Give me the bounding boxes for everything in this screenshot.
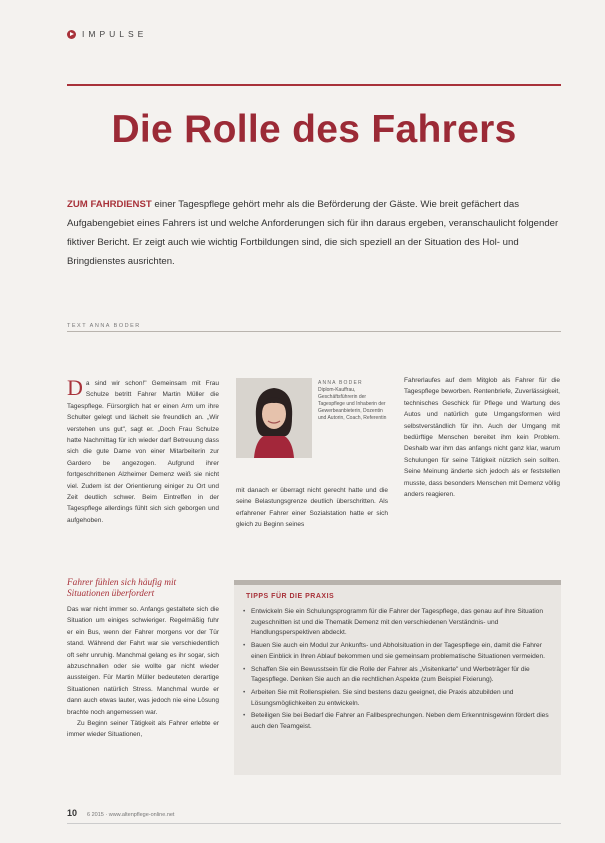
tip-item: • Schaffen Sie ein Bewusstsein für die Rolle der Fahrer als „Visitenkarte" und Werbeträger für die Tagespflege. Denken Sie auch an die rechtlichen Aspekte (zum Beispiel Fixierung).: [242, 665, 554, 686]
article-subhead: Fahrer fühlen sich häufig mit Situationen überfordert: [67, 578, 177, 599]
article-column-3: Fahrerlaufes auf dem Mitglob als Fahrer für die Tagespflege beworben. Rentenbriefe, Zuverlässigkeit, technisches Geschick für Pflege und Wartung des Autos und natürlich gute Umgangsformen wird selbstverständlich für ihn. Auch der Umgang mit bedürftige Menschen bereitet ihm kein Problem. Deshalb war ihm das anfangs nicht ganz klar, warum Schulungen für seine Tätigkeit nützlich sein sollten. Seine Meinung änderte sich jedoch als er feststellen musste, dass besonders Menschen mit Demenz völlig anders reagieren.: [404, 377, 560, 499]
section-label: IMPULSE: [82, 29, 148, 39]
column-1-text: a sind wir schon!" Gemeinsam mit Frau Schulze betritt Fahrer Martin Müller die Tagespflege. Fürsorglich hat er einen Arm um ihre Schulter gelegt und lächelt sie freundlich an. „Wir verstehen uns gut", sagt er. „Doch Frau Schulze hatte Nachmittag für ich wieder darf Betreuung dass sich die gute Dame von einer Mitarbeiterin zur Gardero be angezogen. Aufgrund ihrer fortgeschrittenen Alzheimer Demenz weiß sie nicht viel. Zudem ist der Orientierung einiger zu Ort und Zeit deutlich schwer. Beim Eintreffen in der Tagespflege allerdings fühlt sich sich geborgen und aufgehoben.: [67, 380, 219, 524]
paragraph: Zu Beginn seiner Tätigkeit als Fahrer erlebte er immer wieder Situationen,: [67, 720, 219, 739]
author-caption: [318, 380, 390, 422]
byline-rule: [67, 331, 561, 332]
author-photo: [236, 378, 312, 458]
paragraph: Das war nicht immer so. Anfangs gestaltete sich die Situation um einiges schwieriger. Regelmäßig fuhr er ein Bus, wenn der Fahrer morgens vor der Tür stand. Während der Fahrt war sie verschiedentlich oft sehr unruhig. Manchmal gelang es ihr sogar, sich abzuschnallen oder sie wollte gar nicht wieder aussteigen. Für Martin Müller bedeuteten derartige Situationen natürlich Stress. Manchmal wurde er dann auch etwas lauter, was jedoch nie eine Lösung brachte noch angemessen war.: [67, 606, 219, 716]
intro-lead: ZUM FAHRDIENST: [67, 199, 152, 210]
header-rule: [67, 84, 561, 86]
author-portrait-image: [236, 378, 312, 458]
article-column-1: [67, 375, 219, 526]
section-tag: [67, 29, 147, 39]
tip-item: • Beteiligen Sie bei Bedarf die Fahrer an Fallbesprechungen. Neben dem Erkenntnisgewinn fördert dies auch den Teamgeist.: [242, 711, 554, 732]
intro-paragraph: [67, 195, 561, 271]
play-icon: [67, 30, 76, 39]
footer-rule: [67, 823, 561, 824]
page-title: Die Rolle des Fahrers: [111, 108, 517, 151]
tips-box: [234, 580, 561, 775]
tip-item: • Entwickeln Sie ein Schulungsprogramm für die Fahrer der Tagespflege, das genau auf ihre Situation zugeschnitten ist und die Thematik Demenz mit den verschiedenen Verständnis- und Handlungsperspektiven abdeckt.: [242, 607, 554, 639]
page-footer: [67, 808, 174, 818]
intro-text: einer Tagespflege gehört mehr als die Beförderung der Gäste. Wie breit gefächert das Aufgabengebiet eines Fahrers ist und welche Anforderungen sich für ihn daraus ergeben, veranschaulicht folgender fiktiver Bericht. Er zeigt auch wie wichtig Fortbildungen sind, die sich speziell an der Situation des Hol- und Bringdienstes ausrichten.: [67, 199, 559, 267]
tips-list: [242, 607, 554, 735]
article-column-2: mit danach er überragt nicht gerecht hatte und die seine Belastungsgrenze deutlich überschritten. Als erfahrener Fahrer einer Sozialstation hatte er sich gleich zu Beginn seines: [236, 487, 388, 529]
page-number: 10: [67, 808, 78, 818]
byline: TEXT ANNA BODER: [67, 323, 141, 329]
article-column-1-continued: [67, 604, 219, 741]
drop-cap: D: [67, 375, 83, 400]
tips-title: TIPPS FÜR DIE PRAXIS: [246, 593, 335, 600]
footer-source: 6 2015 · www.altenpflege-online.net: [87, 812, 175, 818]
author-name: ANNA BODER: [318, 380, 363, 386]
tip-item: • Bauen Sie auch ein Modul zur Ankunfts- und Abholsituation in der Tagespflege ein, damit die Fahrer einen Einblick in Ihren Ablauf bekommen und sie gemeinsam problematische Situationen vermeiden.: [242, 641, 554, 662]
author-bio: Diplom-Kauffrau, Geschäftsführerin der Tagespflege und Inhaberin der Gewerbeanbieterin, Dozentin und Autorin, Coach, Referentin: [318, 387, 387, 421]
tip-item: • Arbeiten Sie mit Rollenspielen. Sie sind bestens dazu geeignet, die Praxis abzubilden und Lösungsmöglichkeiten zu entwickeln.: [242, 688, 554, 709]
